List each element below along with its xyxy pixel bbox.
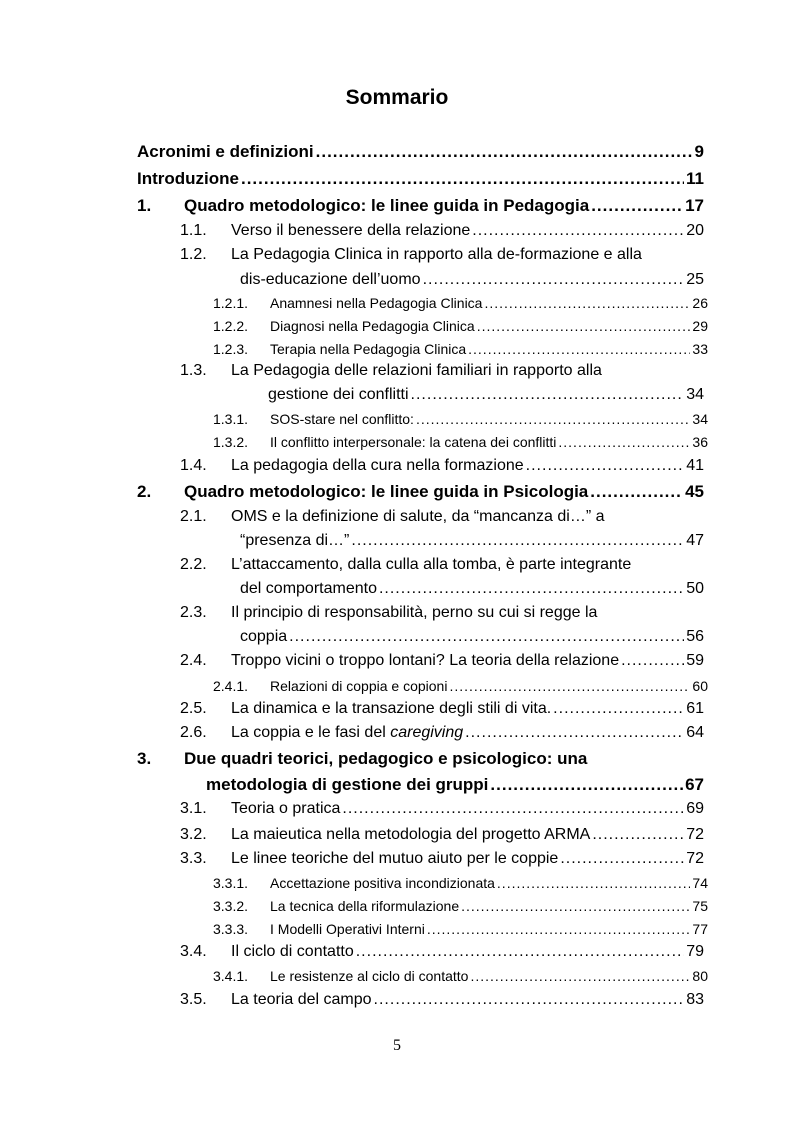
toc-entry-title-cont: del comportamento bbox=[240, 580, 377, 597]
toc-entry-title: Il ciclo di contatto bbox=[231, 943, 354, 960]
toc-entry-title: I Modelli Operativi Interni bbox=[270, 921, 425, 937]
toc-entry-title: Diagnosi nella Pedagogia Clinica bbox=[270, 318, 475, 334]
toc-entry-title-cont: gestione dei conflitti bbox=[268, 386, 409, 403]
toc-entry-page: 72 bbox=[686, 826, 704, 843]
toc-entry-title: Teoria o pratica bbox=[231, 800, 341, 817]
toc-entry-page: 29 bbox=[692, 318, 708, 334]
toc-entry[interactable] bbox=[270, 875, 708, 891]
toc-entry[interactable] bbox=[231, 700, 704, 718]
toc-entry-title: Quadro metodologico: le linee guida in Pedagogia bbox=[184, 196, 590, 215]
toc-entry[interactable] bbox=[270, 898, 708, 914]
toc-entry-title: Il principio di responsabilità, perno su cui si regge la bbox=[231, 604, 598, 621]
toc-entry-title: La tecnica della riformulazione bbox=[270, 898, 460, 914]
page-number: 5 bbox=[393, 1037, 401, 1054]
toc-entry-page: 36 bbox=[692, 434, 708, 450]
toc-entry-title: La Pedagogia delle relazioni familiari in rapporto alla bbox=[231, 362, 602, 379]
toc-entry[interactable] bbox=[231, 800, 704, 818]
toc-entry-page: 47 bbox=[686, 532, 704, 549]
toc-entry-number: 3.4. bbox=[180, 943, 207, 960]
toc-entry-title: Troppo vicini o troppo lontani? La teoria della relazione bbox=[231, 652, 620, 669]
toc-entry-page: 9 bbox=[694, 142, 704, 161]
toc-entry-title: Accettazione positiva incondizionata bbox=[270, 875, 495, 891]
toc-entry-title: L’attaccamento, dalla culla alla tomba, è parte integrante bbox=[231, 556, 632, 573]
toc-entry-page: 60 bbox=[692, 678, 708, 694]
toc-entry-number: 3.3.3. bbox=[213, 921, 249, 937]
toc-entry-page: 34 bbox=[692, 411, 708, 427]
toc-entry[interactable] bbox=[270, 678, 708, 694]
toc-entry-number: 1.3.1. bbox=[213, 411, 249, 427]
toc-entry-page: 45 bbox=[685, 482, 704, 501]
toc-entry[interactable] bbox=[270, 295, 708, 311]
toc-entry-title: SOS-stare nel conflitto: bbox=[270, 411, 414, 427]
toc-entry-number: 2.4.1. bbox=[213, 678, 249, 694]
toc-entry-number: 1. bbox=[137, 196, 152, 215]
toc-entry-number: 2. bbox=[137, 482, 152, 501]
toc-entry[interactable] bbox=[270, 341, 708, 357]
toc-entry[interactable] bbox=[231, 222, 704, 240]
toc-entry-title: OMS e la definizione di salute, da “mancanza di…” a bbox=[231, 508, 605, 525]
toc-entry-title: La dinamica e la transazione degli stili di vita. bbox=[231, 700, 552, 717]
toc-entry-title: Relazioni di coppia e copioni bbox=[270, 678, 448, 694]
toc-entry-number: 1.4. bbox=[180, 457, 207, 474]
toc-entry-page: 61 bbox=[686, 700, 704, 717]
toc-entry-title-cont: metodologia di gestione dei gruppi bbox=[206, 775, 489, 794]
toc-entry-number: 2.6. bbox=[180, 724, 207, 741]
toc-entry-number: 3.3. bbox=[180, 850, 207, 867]
toc-entry-title: Anamnesi nella Pedagogia Clinica bbox=[270, 295, 483, 311]
toc-entry[interactable] bbox=[268, 386, 704, 404]
toc-entry-number: 2.4. bbox=[180, 652, 207, 669]
toc-entry[interactable] bbox=[184, 196, 704, 216]
toc-entry-number: 1.2.1. bbox=[213, 295, 249, 311]
toc-entry[interactable] bbox=[240, 628, 704, 646]
toc-entry[interactable] bbox=[137, 142, 704, 162]
toc-entry-page: 72 bbox=[686, 850, 704, 867]
toc-entry-title: Introduzione bbox=[137, 169, 239, 188]
toc-entry-page: 17 bbox=[685, 196, 704, 215]
toc-entry-page: 20 bbox=[686, 222, 704, 239]
toc-entry-title: La teoria del campo bbox=[231, 991, 372, 1008]
toc-entry-page: 50 bbox=[686, 580, 704, 597]
toc-entry-number: 1.2.2. bbox=[213, 318, 249, 334]
toc-entry[interactable] bbox=[240, 271, 704, 289]
toc-entry-title: Due quadri teorici, pedagogico e psicologico: una bbox=[184, 749, 588, 768]
toc-entry-title: Verso il benessere della relazione bbox=[231, 222, 471, 239]
toc-entry-page: 67 bbox=[685, 775, 704, 794]
toc-entry-title: La pedagogia della cura nella formazione bbox=[231, 457, 524, 474]
toc-entry-number: 1.3. bbox=[180, 362, 207, 379]
toc-entry-number: 3.5. bbox=[180, 991, 207, 1008]
toc-entry-title-italic: caregiving bbox=[390, 724, 464, 741]
toc-entry-number: 3.3.2. bbox=[213, 898, 249, 914]
toc-entry-page: 83 bbox=[686, 991, 704, 1008]
toc-entry[interactable] bbox=[270, 411, 708, 427]
toc-entry-page: 77 bbox=[692, 921, 708, 937]
toc-entry-number: 2.5. bbox=[180, 700, 207, 717]
toc-entry-page: 41 bbox=[686, 457, 704, 474]
toc-entry-page: 64 bbox=[686, 724, 704, 741]
toc-entry-page: 69 bbox=[686, 800, 704, 817]
toc-entry[interactable] bbox=[231, 724, 704, 742]
toc-entry-title: La coppia e le fasi del caregiving bbox=[231, 724, 464, 741]
toc-entry-page: 80 bbox=[692, 968, 708, 984]
toc-entry[interactable] bbox=[270, 318, 708, 334]
toc-entry-page: 79 bbox=[686, 943, 704, 960]
page-title: Sommario bbox=[345, 86, 449, 109]
toc-entry-title: Le linee teoriche del mutuo aiuto per le coppie bbox=[231, 850, 559, 867]
toc-entry-number: 1.2. bbox=[180, 246, 207, 263]
toc-entry[interactable] bbox=[231, 457, 704, 475]
toc-entry-number: 2.1. bbox=[180, 508, 207, 525]
toc-entry-page: 75 bbox=[692, 898, 708, 914]
toc-entry[interactable] bbox=[231, 943, 704, 961]
toc-entry-number: 3.1. bbox=[180, 800, 207, 817]
toc-entry-title: Terapia nella Pedagogia Clinica bbox=[270, 341, 467, 357]
toc-entry[interactable] bbox=[240, 580, 704, 598]
toc-entry[interactable] bbox=[137, 169, 704, 189]
toc-entry-page: 11 bbox=[686, 169, 704, 188]
toc-entry-number: 3.3.1. bbox=[213, 875, 249, 891]
toc-entry[interactable] bbox=[231, 991, 704, 1009]
toc-entry-page: 34 bbox=[686, 386, 704, 403]
toc-entry-number: 3.4.1. bbox=[213, 968, 249, 984]
toc-entry-number: 3.2. bbox=[180, 826, 207, 843]
toc-entry-number: 2.3. bbox=[180, 604, 207, 621]
toc-entry-number: 1.3.2. bbox=[213, 434, 249, 450]
toc-entry[interactable] bbox=[270, 434, 708, 450]
toc-entry[interactable] bbox=[240, 532, 704, 550]
toc-entry-number: 1.1. bbox=[180, 222, 207, 239]
toc-entry[interactable] bbox=[270, 921, 708, 937]
toc-entry-number: 2.2. bbox=[180, 556, 207, 573]
toc-entry-page: 59 bbox=[686, 652, 704, 669]
toc-entry-title: Il conflitto interpersonale: la catena dei conflitti bbox=[270, 434, 557, 450]
toc-entry[interactable] bbox=[231, 850, 704, 868]
toc-entry-title-cont: dis-educazione dell’uomo bbox=[240, 271, 421, 288]
toc-entry-title: Acronimi e definizioni bbox=[137, 142, 314, 161]
toc-entry-page: 25 bbox=[686, 271, 704, 288]
toc-entry-page: 33 bbox=[692, 341, 708, 357]
toc-entry-title: La maieutica nella metodologia del progetto ARMA bbox=[231, 826, 591, 843]
toc-entry[interactable] bbox=[231, 826, 704, 844]
toc-entry[interactable] bbox=[184, 482, 704, 502]
toc-entry-title: Quadro metodologico: le linee guida in Psicologia bbox=[184, 482, 589, 501]
toc-entry[interactable] bbox=[270, 968, 708, 984]
toc-entry-number: 1.2.3. bbox=[213, 341, 249, 357]
toc-entry-title: La Pedagogia Clinica in rapporto alla de-formazione e alla bbox=[231, 246, 642, 263]
toc-entry-number: 3. bbox=[137, 749, 152, 768]
toc-entry-title-cont: coppia bbox=[240, 628, 288, 645]
toc-entry[interactable] bbox=[206, 775, 704, 795]
toc-entry-page: 26 bbox=[692, 295, 708, 311]
toc-entry-title: Le resistenze al ciclo di contatto bbox=[270, 968, 469, 984]
toc-entry-page: 74 bbox=[692, 875, 708, 891]
toc-entry[interactable] bbox=[231, 652, 704, 670]
toc-entry-page: 56 bbox=[686, 628, 704, 645]
toc-entry-title-cont: “presenza di…” bbox=[240, 532, 350, 549]
